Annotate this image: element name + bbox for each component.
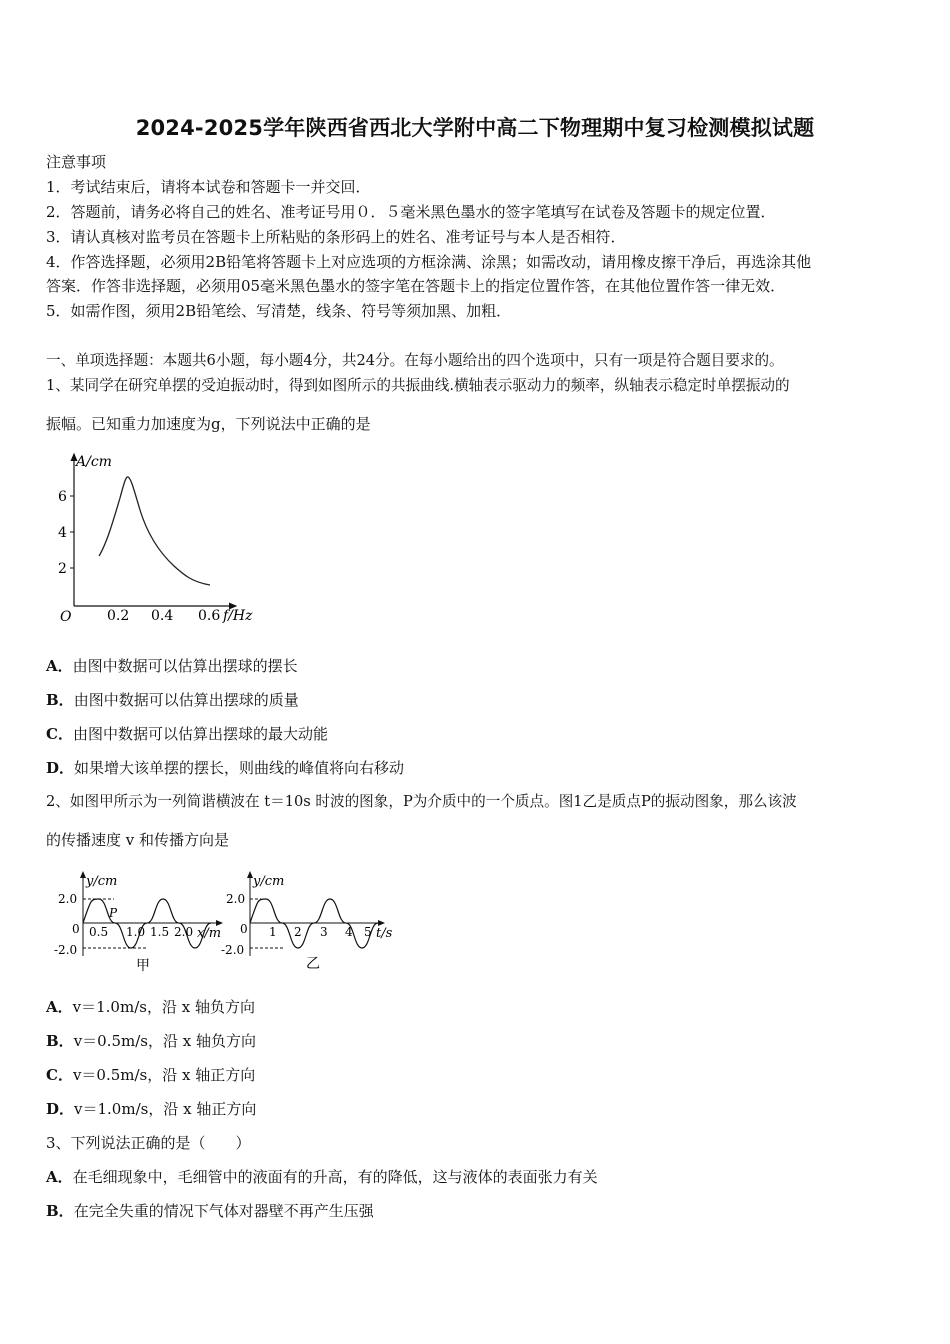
q2-left-origin: 0 bbox=[72, 922, 80, 936]
q3-stem: 3、下列说法正确的是（ ） bbox=[46, 1134, 251, 1152]
q1-option-c-text: 由图中数据可以估算出摆球的最大动能 bbox=[72, 725, 328, 743]
q1-option-a-text: 由图中数据可以估算出摆球的摆长 bbox=[72, 657, 298, 675]
q2-right-x-tick-5: 5 bbox=[364, 925, 372, 939]
q2-stem-line1: 2、如图甲所示为一列简谐横波在 t＝10s 时波的图象，P为介质中的一个质点。图1乙是质点P的振动图象，那么该波 bbox=[46, 793, 797, 810]
q1-stem-line1: 1、某同学在研究单摆的受迫振动时，得到如图所示的共振曲线.横轴表示驱动力的频率，纵轴表示稳定时单摆振动的 bbox=[46, 377, 790, 394]
q3-option-a-text: 在毛细现象中，毛细管中的液面有的升高，有的降低，这与液体的表面张力有关 bbox=[72, 1168, 598, 1186]
notice-item-1: 1．考试结束后，请将本试卷和答题卡一并交回． bbox=[46, 178, 371, 196]
q1-x-tick-label-0.4: 0.4 bbox=[151, 608, 174, 624]
q1-option-c[interactable] bbox=[46, 724, 328, 744]
q1-option-d[interactable] bbox=[46, 758, 404, 778]
q2-stem-line2: 的传播速度 v 和传播方向是 bbox=[46, 831, 230, 849]
q2-left-x-tick-2.0: 2.0 bbox=[174, 925, 194, 939]
q2-right-origin: 0 bbox=[240, 922, 248, 936]
q1-y-tick-label-4: 4 bbox=[58, 525, 67, 541]
q2-right-x-tick-2: 2 bbox=[294, 925, 302, 939]
q2-right-x-tick-3: 3 bbox=[320, 925, 328, 939]
q1-y-label: A/cm bbox=[76, 454, 112, 470]
q2-left-y-bottom: -2.0 bbox=[54, 943, 78, 957]
q3-option-a-letter: A． bbox=[46, 1168, 73, 1186]
notice-item-4-cont: 答案．作答非选择题，必须用05毫米黑色墨水的签字笔在答题卡上的指定位置作答，在其他位置作答一律无效． bbox=[46, 277, 786, 295]
q1-option-b-text: 由图中数据可以估算出摆球的质量 bbox=[73, 691, 299, 709]
q2-option-d[interactable] bbox=[46, 1099, 256, 1119]
q1-x-label: f/Hz bbox=[223, 608, 253, 624]
q3-option-a[interactable] bbox=[46, 1167, 598, 1187]
q2-option-d-text: v＝1.0m/s，沿 x 轴正方向 bbox=[74, 1100, 257, 1118]
q2-option-b-text: v＝0.5m/s，沿 x 轴负方向 bbox=[73, 1032, 256, 1050]
q2-right-x-tick-1: 1 bbox=[269, 925, 277, 939]
notice-item-3: 3．请认真核对监考员在答题卡上所粘贴的条形码上的姓名、准考证号与本人是否相符． bbox=[46, 228, 626, 246]
q2-right-x-tick-4: 4 bbox=[345, 925, 353, 939]
q3-option-b-text: 在完全失重的情况下气体对器壁不再产生压强 bbox=[73, 1202, 374, 1220]
q2-option-b[interactable] bbox=[46, 1031, 256, 1051]
q2-option-a[interactable] bbox=[46, 997, 255, 1017]
q1-option-d-text: 如果增大该单摆的摆长，则曲线的峰值将向右移动 bbox=[74, 759, 405, 777]
q2-left-y-top: 2.0 bbox=[58, 892, 78, 906]
q2-left-x-tick-1.0: 1.0 bbox=[126, 925, 146, 939]
q1-option-b[interactable] bbox=[46, 690, 299, 710]
q1-x-tick-label-0.2: 0.2 bbox=[107, 608, 130, 624]
q2-right-x-label: t/s bbox=[376, 926, 393, 941]
q1-option-a[interactable] bbox=[46, 656, 298, 676]
q3-option-b-letter: B． bbox=[46, 1202, 74, 1220]
q3-option-b[interactable] bbox=[46, 1201, 374, 1221]
section-heading: 一、单项选择题：本题共6小题，每小题4分，共24分。在每小题给出的四个选项中，只有一项是符合题目要求的。 bbox=[46, 352, 784, 369]
notice-item-4: 4．作答选择题，必须用2B铅笔将答题卡上对应选项的方框涂满、涂黑；如需改动，请用橡皮擦干净后，再选涂其他 bbox=[46, 253, 812, 271]
notice-item-5: 5．如需作图，须用2B铅笔绘、写清楚，线条、符号等须加黑、加粗． bbox=[46, 302, 512, 320]
q2-left-x-tick-0.5: 0.5 bbox=[89, 925, 109, 939]
q1-resonance-figure bbox=[52, 448, 272, 628]
q2-left-point-p: P bbox=[109, 906, 118, 920]
q2-right-y-top: 2.0 bbox=[226, 892, 246, 906]
q2-option-a-text: v＝1.0m/s，沿 x 轴负方向 bbox=[72, 998, 255, 1016]
q1-resonance-curve bbox=[99, 477, 210, 585]
q2-right-y-bottom: -2.0 bbox=[221, 943, 245, 957]
q1-option-b-letter: B． bbox=[46, 691, 74, 709]
q2-left-x-tick-1.5: 1.5 bbox=[150, 925, 170, 939]
q2-right-caption: 乙 bbox=[306, 956, 320, 972]
q1-y-tick-label-6: 6 bbox=[58, 489, 67, 505]
q1-x-tick-label-0.6: 0.6 bbox=[198, 608, 221, 624]
q1-option-c-letter: C． bbox=[46, 725, 73, 743]
q2-wave-figures bbox=[54, 866, 404, 978]
q2-option-b-letter: B． bbox=[46, 1032, 74, 1050]
q2-right-y-label: y/cm bbox=[253, 874, 285, 889]
q2-left-x-label: x/m bbox=[197, 926, 222, 941]
notice-item-2: 2．答题前，请务必将自己的姓名、准考证号用０．５毫米黑色墨水的签字笔填写在试卷及答题卡的规定位置． bbox=[46, 203, 776, 221]
q1-origin: O bbox=[60, 609, 72, 625]
q2-left-y-label: y/cm bbox=[86, 874, 118, 889]
page-title: 2024-2025学年陕西省西北大学附中高二下物理期中复习检测模拟试题 bbox=[135, 116, 815, 140]
q1-option-a-letter: A． bbox=[46, 657, 73, 675]
q2-left-caption: 甲 bbox=[136, 958, 150, 974]
q2-option-a-letter: A． bbox=[46, 998, 73, 1016]
q2-option-c[interactable] bbox=[46, 1065, 255, 1085]
notice-heading: 注意事项 bbox=[46, 153, 107, 171]
q1-y-tick-label-2: 2 bbox=[58, 561, 67, 577]
q2-option-c-text: v＝0.5m/s，沿 x 轴正方向 bbox=[72, 1066, 256, 1084]
q2-option-c-letter: C． bbox=[46, 1066, 73, 1084]
q1-option-d-letter: D． bbox=[46, 759, 75, 777]
q1-stem-line2: 振幅。已知重力加速度为g，下列说法中正确的是 bbox=[46, 415, 371, 433]
q2-option-d-letter: D． bbox=[46, 1100, 75, 1118]
